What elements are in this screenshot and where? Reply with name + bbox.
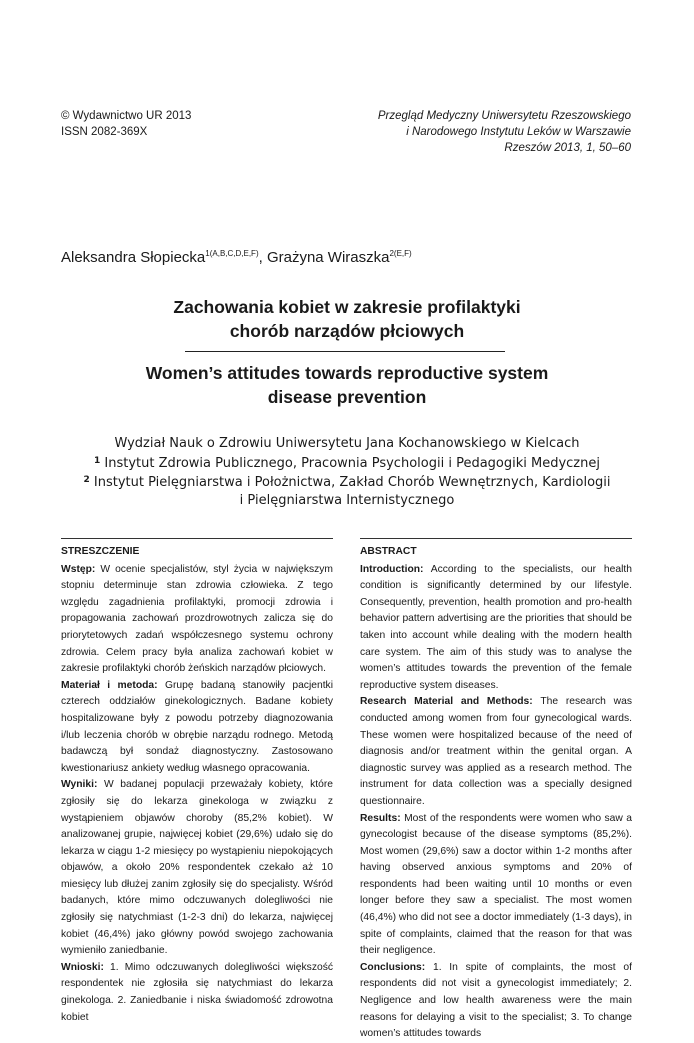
title-polish xyxy=(0,295,694,343)
affiliation-1-marker: 1 xyxy=(94,455,101,466)
author-2-affiliation: 2(E,F) xyxy=(389,249,412,258)
streszczenie-wnioski xyxy=(61,960,333,1026)
author-1-affiliation: 1(A,B,C,D,E,F) xyxy=(205,249,259,258)
methods-label: Research Material and Methods: xyxy=(360,696,533,708)
author-2: Grażyna Wiraszka xyxy=(266,249,390,266)
title-polish-line2: chorób narządów płciowych xyxy=(229,321,465,341)
abstract-column xyxy=(360,538,632,1043)
abstract-conclusions xyxy=(360,960,632,1043)
abstract-heading: ABSTRACT xyxy=(360,546,417,557)
journal-name-line1: Przegląd Medyczny Uniwersytetu Rzeszowskiego xyxy=(377,110,631,122)
journal-publisher-info xyxy=(61,108,191,140)
material-label: Materiał i metoda: xyxy=(61,679,158,691)
author-list xyxy=(61,249,412,266)
results-label: Results: xyxy=(360,812,401,824)
introduction-text: According to the specialists, our health condition is significantly determined by our lifestyle. Consequently, prevention, health promotion and pro-health behavior pattern advertising are the priorities that should be taken into account while dealing with the modern health care system. The aim of this study was to analyse the women’s attitudes towards the prevention of the female reproductive system diseases. xyxy=(360,563,632,691)
title-english-line2: disease prevention xyxy=(267,387,427,407)
abstract-introduction xyxy=(360,562,632,695)
affiliation-2 xyxy=(0,472,694,492)
streszczenie-wyniki xyxy=(61,777,333,960)
author-separator: , xyxy=(258,249,267,266)
journal-name-line2: i Narodowego Instytutu Leków w Warszawie xyxy=(406,126,631,138)
title-polish-line1: Zachowania kobiet w zakresie profilaktyki xyxy=(173,297,521,317)
affiliation-1 xyxy=(0,453,694,473)
wyniki-label: Wyniki: xyxy=(61,779,98,791)
streszczenie-wstep xyxy=(61,562,333,678)
copyright-line: © Wydawnictwo UR 2013 xyxy=(61,110,192,122)
wyniki-text: W badanej populacji przeważały kobiety, które zgłosiły się do lekarza ginekologa w związku z wystąpieniem objawów choroby (85,2% kobiet). W analizowanej grupie, najwięcej kobiet (29,6%) udało się do lekarza w ciągu 1-2 miesięcy po wystąpieniu niepokojących objawów, a około 20% respondentek czekało aż 10 miesięcy lub dłużej zanim zgłosiły się do specjalisty. Wśród badanych, które mimo odczuwanych dolegliwości nie zgłosiły się natychmiast (1-2-3 dni) do lekarza, najwięcej kobiet (46,4%) jako główny powód swojego zachowania wymieniło zaniedbanie. xyxy=(61,779,333,957)
abstract-methods xyxy=(360,694,632,810)
results-text: Most of the respondents were women who saw a gynecologist because of the disease symptoms (85,2%). Most women (29,6%) saw a doctor within 1-2 months after having observed anxious symptoms and 20% of respondents had been waiting until 10 months or even longer before they saw a specialist. The most women (46,4%) who did not see a doctor immediately (1-3 days), in spite of complaints, claimed that the reason for that was their negligence. xyxy=(360,812,632,957)
streszczenie-column xyxy=(61,538,333,1026)
streszczenie-material xyxy=(61,678,333,778)
journal-citation xyxy=(378,108,631,156)
affiliation-2-continued: i Pielęgniarstwa Internistycznego xyxy=(239,492,455,508)
wnioski-label: Wnioski: xyxy=(61,961,104,973)
wstep-text: W ocenie specjalistów, styl życia w największym stopniu determinuje stan zdrowia człowieka. Z tego względu zagadnienia profilaktyki, promocji zdrowia i propagowania zachowań prozdrowotnych zalicza się do priorytetowych zadań współczesnego systemu ochrony zdrowia. Celem pracy była analiza zachowań kobiet w zakresie profilaktyki chorób żeńskich narządów płciowych. xyxy=(61,563,333,675)
title-english xyxy=(0,361,694,409)
conclusions-text: 1. In spite of complaints, the most of respondents did not visit a gynecologist immediately; 2. Negligence and low health awareness were the main reasons for delaying a visit to the specialist; 3. To change women’s attitudes towards xyxy=(360,961,632,1040)
journal-issue-line: Rzeszów 2013, 1, 50–60 xyxy=(504,142,631,154)
wstep-label: Wstęp: xyxy=(61,563,96,575)
title-english-line1: Women’s attitudes towards reproductive system xyxy=(145,363,549,383)
affiliation-1-text: Instytut Zdrowia Publicznego, Pracownia Psychologii i Pedagogiki Medycznej xyxy=(104,455,600,471)
methods-text: The research was conducted among women from four gynecological wards. These women were hospitalized because of the need of diagnosis and/or treatment within the genital organ. A diagnostic survey was applied as a research method. The instrument for data collection was a specially designed questionnaire. xyxy=(360,696,632,807)
title-divider xyxy=(185,351,505,352)
affiliation-faculty: Wydział Nauk o Zdrowiu Uniwersytetu Jana Kochanowskiego w Kielcach xyxy=(114,436,580,451)
conclusions-label: Conclusions: xyxy=(360,961,426,973)
material-text: Grupę badaną stanowiły pacjentki czterech oddziałów ginekologicznych. Badane kobiety hospitalizowane były z powodu potrzeby diagnozowania i/lub leczenia chorób w obrębie narządu rodnego. Metodą badawczą był sondaż diagnostyczny. Zastosowano kwestionariusz ankiety według własnego opracowania. xyxy=(61,679,333,774)
streszczenie-heading: STRESZCZENIE xyxy=(61,546,140,557)
abstract-results xyxy=(360,811,632,960)
abstract-rule xyxy=(360,538,632,539)
affiliation-2-marker: 2 xyxy=(83,475,90,485)
author-1: Aleksandra Słopiecka xyxy=(61,249,206,266)
affiliation-2-text: Instytut Pielęgniarstwa i Położnictwa, Zakład Chorób Wewnętrznych, Kardiologii xyxy=(93,475,611,490)
wnioski-text: 1. Mimo odczuwanych dolegliwości większość respondentek nie zgłosiła się natychmiast do lekarza ginekologa. 2. Zaniedbanie i niska świadomość zdrowotna kobiet xyxy=(61,961,333,1023)
streszczenie-rule xyxy=(61,538,333,539)
affiliations xyxy=(0,435,694,509)
introduction-label: Introduction: xyxy=(360,563,424,575)
issn-line: ISSN 2082-369X xyxy=(61,126,148,138)
